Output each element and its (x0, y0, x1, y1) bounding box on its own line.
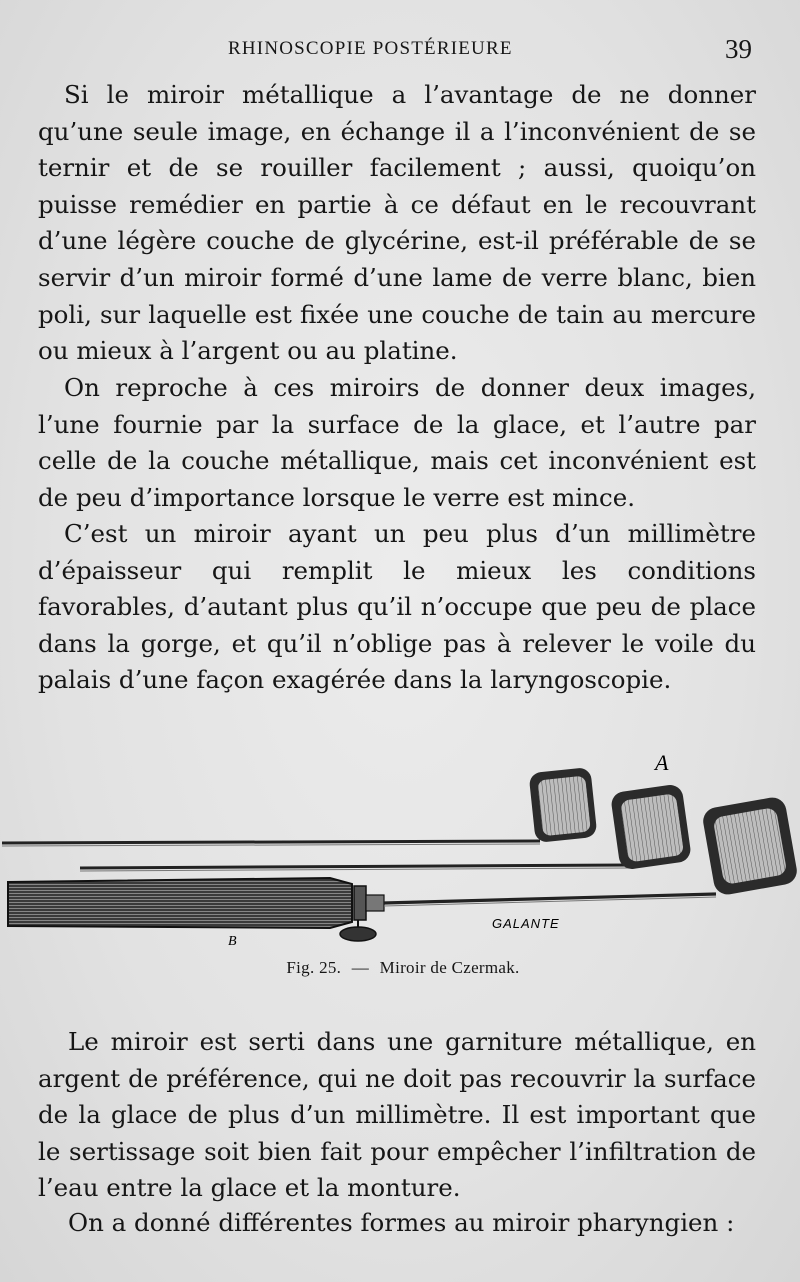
paragraph-4: Le miroir est serti dans une garniture métallique, en argent de préférence, qui ne doit pas recouvrir la surface de la glace de plus d’un millimètre. Il est important que le sertissage soit bien fait pour empêcher l’infiltration de l’eau entre la glace et la monture. (38, 1027, 756, 1203)
mirror-illustration (0, 748, 800, 952)
paragraph-2: On reproche à ces miroirs de donner deux images, l’une fournie par la surface de la glace, et l’autre par celle de la couche métallique, mais cet inconvénient est de peu d’importance lorsque le verre est mince. (38, 373, 756, 512)
page-header (0, 34, 800, 68)
running-title: RHINOSCOPIE POSTÉRIEURE (228, 38, 513, 59)
medium-mirror (80, 783, 692, 871)
paragraph-5: On a donné différentes formes au miroir pharyngien : (68, 1208, 735, 1237)
figure-caption (0, 958, 800, 978)
label-a: A (655, 750, 669, 775)
caption-separator: — (351, 958, 370, 977)
maker-mark: GALANTE (492, 916, 560, 931)
label-b: B (228, 934, 237, 949)
figure-czermak-mirror (0, 748, 800, 952)
caption-number: Fig. 25. (286, 958, 342, 977)
paragraph-1: Si le miroir métallique a l’avantage de ne donner qu’une seule image, en échange il a l’inconvénient de se ternir et de se rouiller facilement ; aussi, quoiqu’on puisse remédier en partie à ce défaut en le recouvrant d’une légère couche de glycérine, est-il préférable de se servir d’un miroir formé d’une lame de verre blanc, bien poli, sur laquelle est fixée une couche de tain au mercure ou mieux à l’argent ou au platine. (38, 80, 756, 366)
caption-title: Miroir de Czermak. (379, 958, 520, 977)
page-number: 39 (725, 34, 752, 64)
paragraph-3: C’est un miroir ayant un peu plus d’un millimètre d’épaisseur qui remplit le mieux les conditions favorables, d’autant plus qu’il n’occupe que peu de place dans la gorge, et qu’il n’oblige pas à relever le voile du palais d’une façon exagérée dans la laryngoscopie. (38, 519, 756, 695)
small-mirror (2, 767, 597, 846)
